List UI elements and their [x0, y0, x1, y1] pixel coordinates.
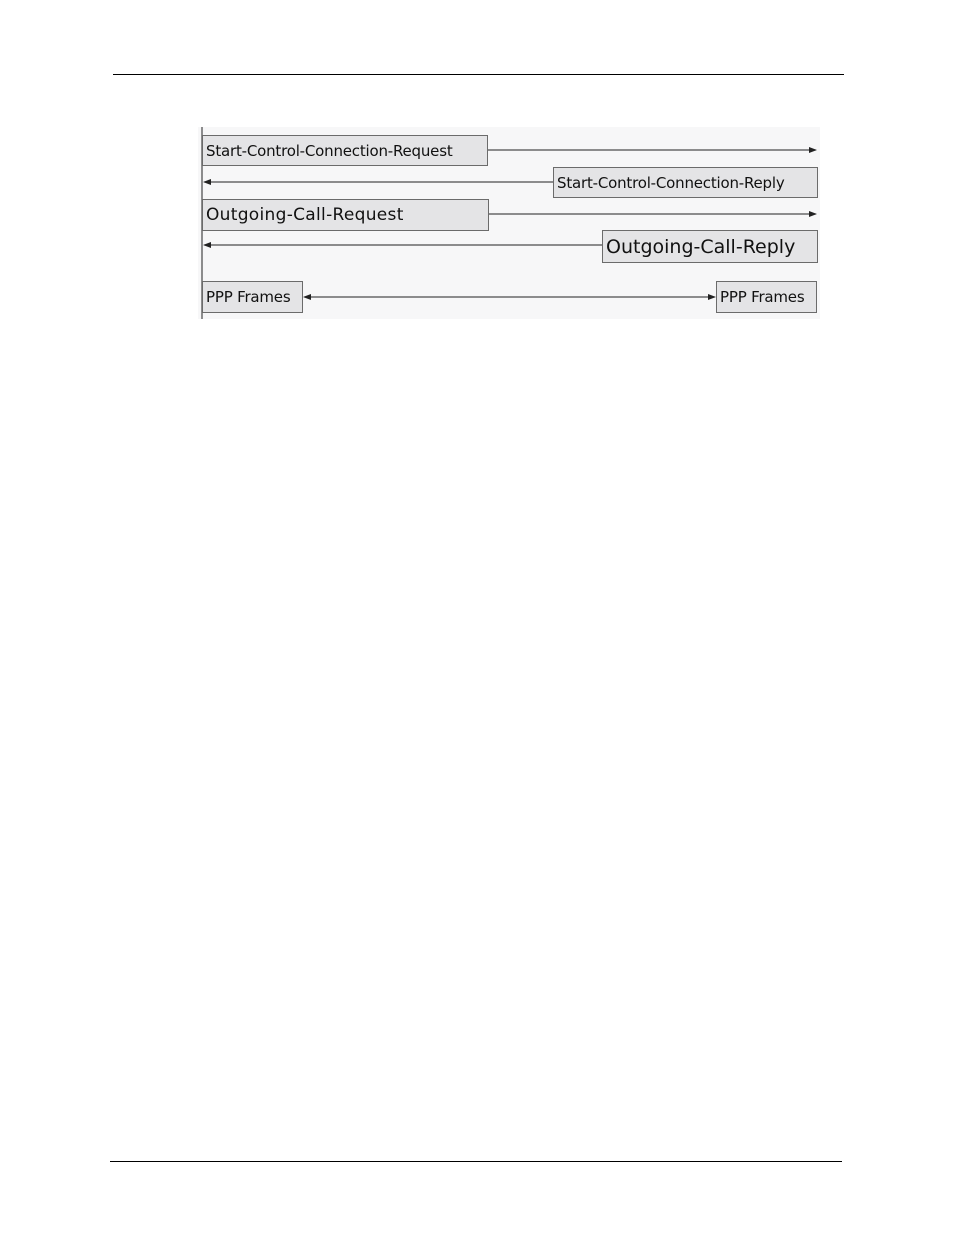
- message-label: Outgoing-Call-Request: [206, 205, 404, 225]
- sequence-diagram: [198, 127, 820, 319]
- message-label: Start-Control-Connection-Request: [206, 141, 453, 160]
- outgoing-call-request-box: [202, 199, 489, 231]
- header-rule: [113, 74, 844, 75]
- footer-rule: [110, 1161, 842, 1162]
- start-control-connection-reply-box: [553, 167, 818, 198]
- message-label: PPP Frames: [206, 288, 291, 306]
- outgoing-call-reply-box: [602, 230, 818, 263]
- start-control-connection-request-box: [202, 135, 488, 166]
- ppp-frames-left-box: [202, 281, 303, 313]
- message-label: PPP Frames: [720, 288, 805, 306]
- message-label: Outgoing-Call-Reply: [606, 235, 796, 258]
- ppp-frames-right-box: [716, 281, 817, 313]
- message-label: Start-Control-Connection-Reply: [557, 173, 785, 192]
